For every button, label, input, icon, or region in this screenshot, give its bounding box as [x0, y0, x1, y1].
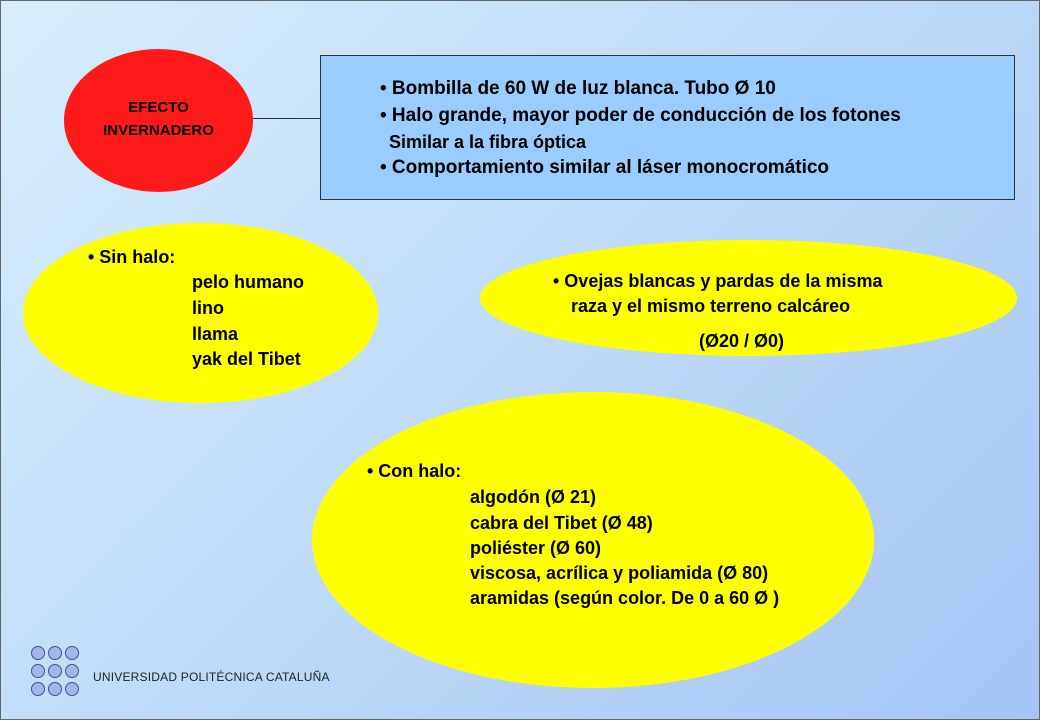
- logo-circle: [65, 646, 79, 660]
- efecto-label-line2: INVERNADERO: [103, 122, 214, 139]
- sin-halo-item: yak del Tibet: [192, 349, 301, 369]
- ovejas-diameter-ratio: (Ø20 / Ø0): [699, 331, 785, 351]
- ovejas-line-2: raza y el mismo terreno calcáreo: [571, 296, 851, 316]
- logo-circle: [31, 646, 45, 660]
- logo-circle: [48, 646, 62, 660]
- sin-halo-item: lino: [192, 298, 224, 318]
- con-halo-item: cabra del Tibet (Ø 48): [470, 513, 653, 533]
- con-halo-item: viscosa, acrílica y poliamida (Ø 80): [470, 563, 769, 583]
- con-halo-item: poliéster (Ø 60): [470, 538, 602, 558]
- sin-halo-title: • Sin halo:: [88, 247, 176, 267]
- info-line-1: • Bombilla de 60 W de luz blanca. Tubo Ø 10: [380, 78, 776, 99]
- logo-circle: [65, 664, 79, 678]
- efecto-invernadero-label: [64, 96, 253, 142]
- logo-circle: [48, 682, 62, 696]
- info-line-4: • Comportamiento similar al láser monocromático: [380, 157, 830, 178]
- con-halo-item: algodón (Ø 21): [470, 487, 596, 507]
- efecto-label-line1: EFECTO: [128, 99, 189, 116]
- footer-university-name: UNIVERSIDAD POLITÉCNICA CATALUÑA: [93, 670, 330, 684]
- sin-halo-item: pelo humano: [192, 272, 304, 292]
- con-halo-item: aramidas (según color. De 0 a 60 Ø ): [470, 588, 780, 608]
- logo-circle: [31, 682, 45, 696]
- con-halo-title: • Con halo:: [367, 461, 462, 481]
- connector-line: [253, 118, 321, 119]
- logo-circle: [31, 664, 45, 678]
- ovejas-line-1: • Ovejas blancas y pardas de la misma: [553, 271, 883, 291]
- logo-circle: [65, 682, 79, 696]
- info-line-3: Similar a la fibra óptica: [389, 132, 587, 152]
- upc-logo-icon: [31, 646, 83, 698]
- logo-circle: [48, 664, 62, 678]
- sin-halo-item: llama: [192, 324, 239, 344]
- info-line-2: • Halo grande, mayor poder de conducción de los fotones: [380, 105, 901, 126]
